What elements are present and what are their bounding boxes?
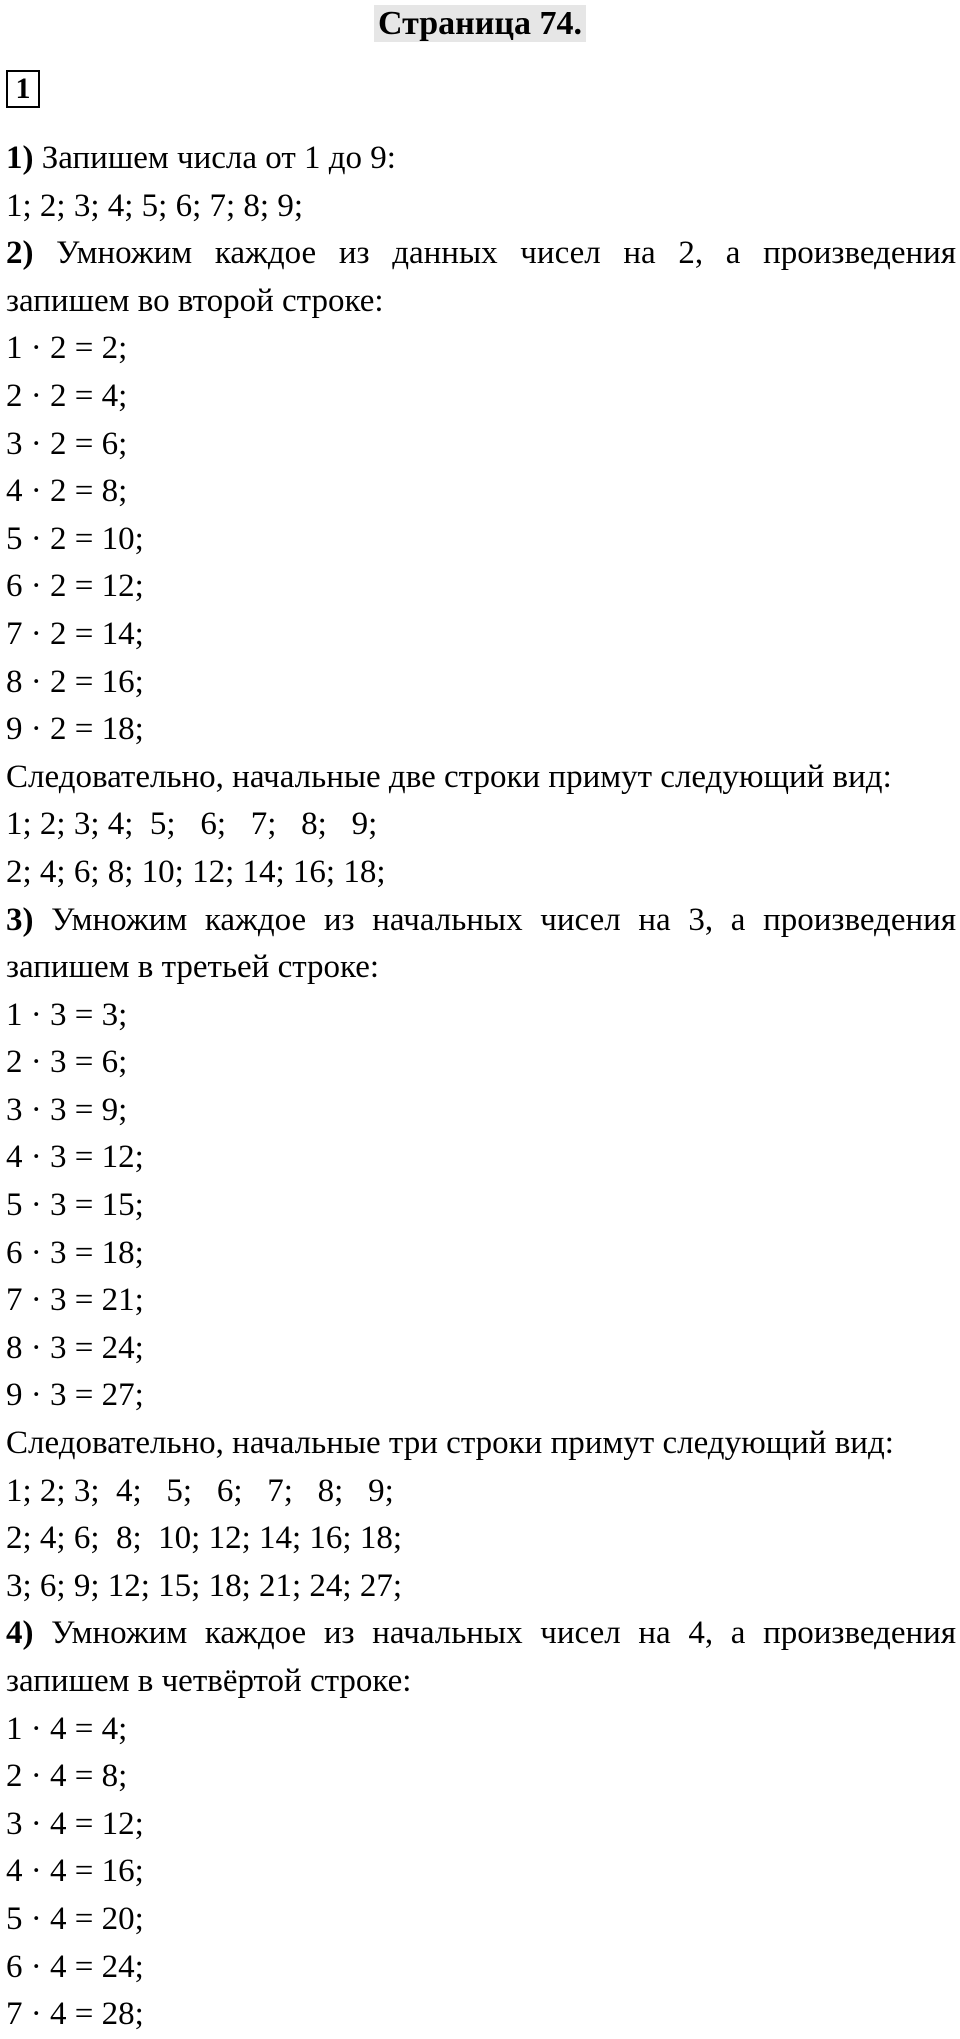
text-line [6,1753,956,1801]
text-line [6,1991,956,2039]
line-text: 3 · 2 = 6; [6,425,128,462]
text-line [6,1420,956,1468]
step-number: 4) [6,1615,34,1652]
text-line [6,1515,956,1563]
text-line [6,1134,956,1182]
line-text: Следовательно, начальные две строки примут следующий вид: [6,758,892,795]
line-text: Умножим каждое из начальных чисел на 3, а произведения [33,901,956,938]
text-line [6,373,956,421]
line-text: запишем во второй строке: [6,282,384,319]
text-line [6,230,956,278]
text-line [6,611,956,659]
line-text: 7 · 3 = 21; [6,1282,144,1319]
line-text: 8 · 3 = 24; [6,1329,144,1366]
text-line [6,1087,956,1135]
text-line [6,516,956,564]
line-text: Запишем числа от 1 до 9: [33,140,396,176]
line-text: 3; 6; 9; 12; 15; 18; 21; 24; 27; [6,1567,403,1604]
text-line [6,1182,956,1230]
line-text: Умножим каждое из начальных чисел на 4, а произведения [33,1615,956,1652]
line-text: 5 · 2 = 10; [6,520,144,557]
text-line [6,135,956,183]
text-line [6,1277,956,1325]
step-number: 3) [6,901,34,938]
step-number: 1) [6,140,34,176]
text-line [6,1944,956,1992]
text-line [6,1563,956,1611]
line-text: 5 · 4 = 20; [6,1900,144,1937]
text-line [6,1706,956,1754]
text-line [6,706,956,754]
page-title-text: Страница 74. [374,5,586,42]
text-line [6,421,956,469]
page-title [0,4,960,44]
line-text: 1 · 3 = 3; [6,996,128,1033]
text-line [6,183,956,231]
text-line [6,1468,956,1516]
line-text: Умножим каждое из данных чисел на 2, а произведения [33,235,956,272]
text-line [6,801,956,849]
line-text: запишем в четвёртой строке: [6,1663,412,1699]
line-text: 1; 2; 3; 4; 5; 6; 7; 8; 9; [6,187,304,224]
line-text: 3 · 3 = 9; [6,1091,128,1128]
text-line [6,1372,956,1420]
line-text: 9 · 3 = 27; [6,1377,144,1414]
line-text: 3 · 4 = 12; [6,1805,144,1842]
text-line [6,1658,956,1706]
line-text: 2; 4; 6; 8; 10; 12; 14; 16; 18; [6,853,386,890]
text-line [6,1325,956,1373]
line-text: 1; 2; 3; 4; 5; 6; 7; 8; 9; [6,806,378,843]
text-line [6,992,956,1040]
line-text: 1 · 4 = 4; [6,1710,128,1747]
text-line [6,278,956,326]
line-text: 7 · 4 = 28; [6,1996,144,2033]
line-text: 1 · 2 = 2; [6,330,128,367]
text-line [6,1848,956,1896]
line-text: 7 · 2 = 14; [6,615,144,652]
text-line [6,563,956,611]
text-line [6,1039,956,1087]
text-line [6,468,956,516]
line-text: 4 · 2 = 8; [6,473,128,510]
text-line [6,849,956,897]
text-line [6,1610,956,1658]
line-text: 2 · 2 = 4; [6,377,128,414]
line-text: 9 · 2 = 18; [6,711,144,748]
line-text: 2; 4; 6; 8; 10; 12; 14; 16; 18; [6,1520,403,1557]
line-text: 4 · 4 = 16; [6,1853,144,1890]
line-text: 2 · 4 = 8; [6,1758,128,1795]
line-text: 8 · 2 = 16; [6,663,144,700]
text-line [6,1801,956,1849]
line-text: 5 · 3 = 15; [6,1187,144,1224]
line-text: 6 · 4 = 24; [6,1948,144,1985]
line-text: Следовательно, начальные три строки примут следующий вид: [6,1425,894,1462]
text-line [6,659,956,707]
text-line [6,944,956,992]
text-line [6,1230,956,1278]
line-text: 6 · 2 = 12; [6,568,144,605]
solution-text [6,135,956,2039]
text-line [6,325,956,373]
task-number-box: 1 [6,70,40,108]
text-line [6,754,956,802]
text-line [6,1896,956,1944]
line-text: 1; 2; 3; 4; 5; 6; 7; 8; 9; [6,1472,394,1509]
text-line [6,897,956,945]
step-number: 2) [6,235,34,272]
line-text: 6 · 3 = 18; [6,1234,144,1271]
line-text: запишем в третьей строке: [6,949,380,986]
line-text: 2 · 3 = 6; [6,1044,128,1081]
line-text: 4 · 3 = 12; [6,1139,144,1176]
